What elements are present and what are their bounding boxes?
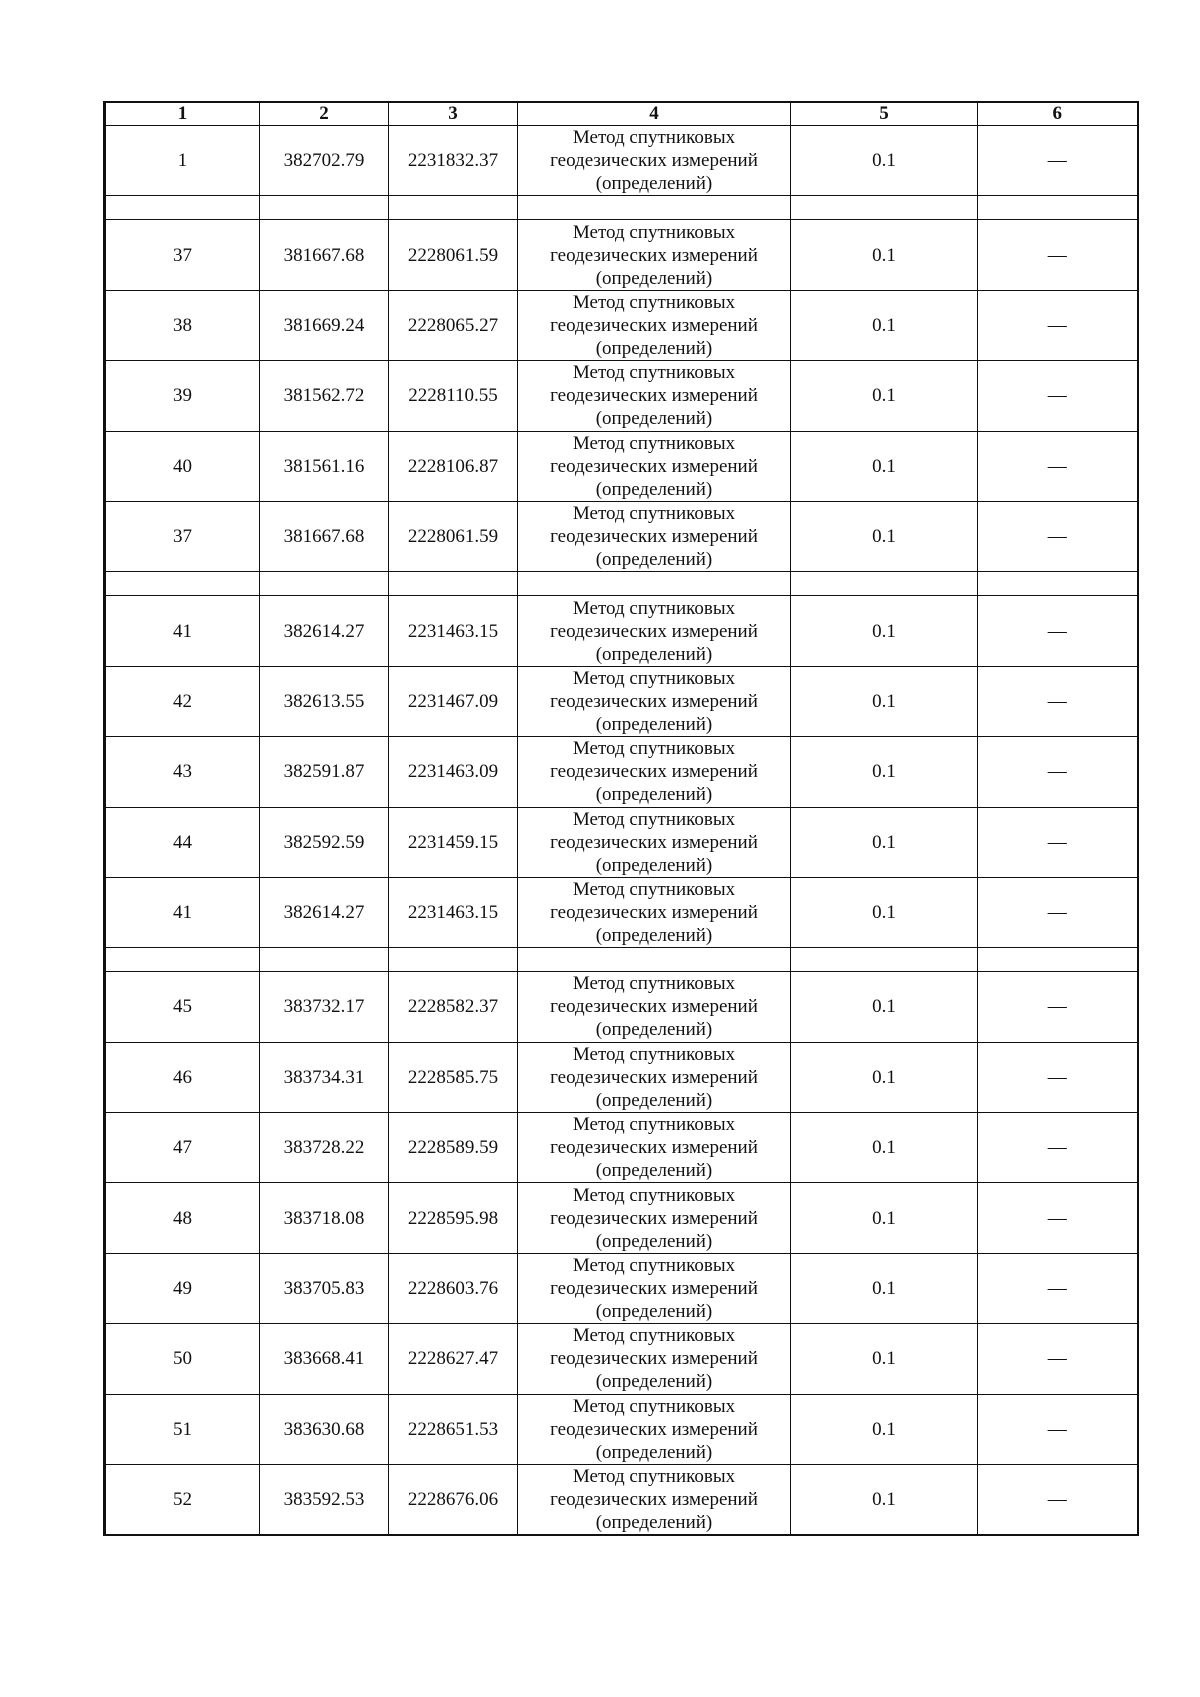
accuracy-cell: 0.1 — [791, 1324, 978, 1394]
method-cell — [518, 1465, 791, 1536]
point-number-cell: 37 — [105, 220, 260, 290]
method-text: Метод спутниковых геодезических измерений (определений) — [550, 432, 758, 500]
x-coordinate-cell: 383705.83 — [260, 1253, 389, 1323]
formula-cell: — — [978, 126, 1138, 196]
accuracy-cell: 0.1 — [791, 220, 978, 290]
formula-cell: — — [978, 1324, 1138, 1394]
x-coordinate-cell: 381669.24 — [260, 290, 389, 360]
x-coordinate-cell: 383732.17 — [260, 972, 389, 1042]
formula-cell: — — [978, 431, 1138, 501]
formula-cell: — — [978, 807, 1138, 877]
accuracy-cell: 0.1 — [791, 1465, 978, 1536]
x-coordinate-cell: 381667.68 — [260, 501, 389, 571]
point-number-cell: 37 — [105, 501, 260, 571]
formula-cell: — — [978, 1042, 1138, 1112]
table-row — [105, 1324, 1138, 1394]
method-cell — [518, 596, 791, 666]
method-cell — [518, 290, 791, 360]
x-coordinate-cell: 381562.72 — [260, 361, 389, 431]
method-text: Метод спутниковых геодезических измерений (определений) — [550, 291, 758, 359]
point-number-cell: 46 — [105, 1042, 260, 1112]
formula-cell: — — [978, 737, 1138, 807]
table-row — [105, 807, 1138, 877]
method-cell — [518, 1042, 791, 1112]
method-text: Метод спутниковых геодезических измерений (определений) — [550, 808, 758, 876]
empty-cell — [978, 572, 1138, 596]
accuracy-cell: 0.1 — [791, 737, 978, 807]
table-row — [105, 1113, 1138, 1183]
table-body — [105, 126, 1138, 1536]
empty-cell — [105, 196, 260, 220]
empty-cell — [389, 196, 518, 220]
y-coordinate-cell: 2228106.87 — [389, 431, 518, 501]
point-number-cell: 42 — [105, 666, 260, 736]
column-header-4: 4 — [518, 102, 791, 126]
y-coordinate-cell: 2231467.09 — [389, 666, 518, 736]
accuracy-cell: 0.1 — [791, 666, 978, 736]
formula-cell: — — [978, 1183, 1138, 1253]
empty-cell — [260, 948, 389, 972]
table-row — [105, 1253, 1138, 1323]
y-coordinate-cell: 2231463.09 — [389, 737, 518, 807]
column-header-1: 1 — [105, 102, 260, 126]
table-row — [105, 877, 1138, 947]
table-row — [105, 596, 1138, 666]
table-row — [105, 1183, 1138, 1253]
accuracy-cell: 0.1 — [791, 361, 978, 431]
y-coordinate-cell: 2228589.59 — [389, 1113, 518, 1183]
point-number-cell: 43 — [105, 737, 260, 807]
method-text: Метод спутниковых геодезических измерений (определений) — [550, 1395, 758, 1463]
column-header-3: 3 — [389, 102, 518, 126]
x-coordinate-cell: 383734.31 — [260, 1042, 389, 1112]
method-text: Метод спутниковых геодезических измерений (определений) — [550, 1114, 758, 1182]
separator-row — [105, 948, 1138, 972]
formula-cell: — — [978, 1394, 1138, 1464]
table-row — [105, 1394, 1138, 1464]
accuracy-cell: 0.1 — [791, 1113, 978, 1183]
point-number-cell: 51 — [105, 1394, 260, 1464]
method-cell — [518, 666, 791, 736]
empty-cell — [791, 572, 978, 596]
method-cell — [518, 737, 791, 807]
formula-cell: — — [978, 1465, 1138, 1536]
formula-cell: — — [978, 596, 1138, 666]
method-text: Метод спутниковых геодезических измерений (определений) — [550, 1043, 758, 1111]
y-coordinate-cell: 2231463.15 — [389, 596, 518, 666]
accuracy-cell: 0.1 — [791, 290, 978, 360]
formula-cell: — — [978, 666, 1138, 736]
method-text: Метод спутниковых геодезических измерений (определений) — [550, 738, 758, 806]
empty-cell — [518, 196, 791, 220]
x-coordinate-cell: 381667.68 — [260, 220, 389, 290]
column-header-6: 6 — [978, 102, 1138, 126]
empty-cell — [791, 196, 978, 220]
method-cell — [518, 501, 791, 571]
y-coordinate-cell: 2228595.98 — [389, 1183, 518, 1253]
method-text: Метод спутниковых геодезических измерений (определений) — [550, 879, 758, 947]
x-coordinate-cell: 383592.53 — [260, 1465, 389, 1536]
point-number-cell: 39 — [105, 361, 260, 431]
point-number-cell: 44 — [105, 807, 260, 877]
point-number-cell: 47 — [105, 1113, 260, 1183]
x-coordinate-cell: 382702.79 — [260, 126, 389, 196]
point-number-cell: 1 — [105, 126, 260, 196]
point-number-cell: 41 — [105, 877, 260, 947]
header-row — [105, 102, 1138, 126]
empty-cell — [518, 948, 791, 972]
formula-cell: — — [978, 1253, 1138, 1323]
y-coordinate-cell: 2231459.15 — [389, 807, 518, 877]
method-text: Метод спутниковых геодезических измерений (определений) — [550, 1184, 758, 1252]
empty-cell — [105, 948, 260, 972]
formula-cell: — — [978, 972, 1138, 1042]
method-cell — [518, 1394, 791, 1464]
formula-cell: — — [978, 877, 1138, 947]
point-number-cell: 45 — [105, 972, 260, 1042]
method-text: Метод спутниковых геодезических измерений (определений) — [550, 973, 758, 1041]
accuracy-cell: 0.1 — [791, 501, 978, 571]
formula-cell: — — [978, 361, 1138, 431]
method-cell — [518, 1183, 791, 1253]
accuracy-cell: 0.1 — [791, 1183, 978, 1253]
separator-row — [105, 572, 1138, 596]
method-text: Метод спутниковых геодезических измерений (определений) — [550, 503, 758, 571]
table-header — [105, 102, 1138, 126]
point-number-cell: 50 — [105, 1324, 260, 1394]
y-coordinate-cell: 2228651.53 — [389, 1394, 518, 1464]
accuracy-cell: 0.1 — [791, 1253, 978, 1323]
y-coordinate-cell: 2231832.37 — [389, 126, 518, 196]
separator-row — [105, 196, 1138, 220]
method-cell — [518, 1324, 791, 1394]
accuracy-cell: 0.1 — [791, 807, 978, 877]
empty-cell — [791, 948, 978, 972]
accuracy-cell: 0.1 — [791, 972, 978, 1042]
x-coordinate-cell: 383668.41 — [260, 1324, 389, 1394]
accuracy-cell: 0.1 — [791, 431, 978, 501]
x-coordinate-cell: 382591.87 — [260, 737, 389, 807]
point-number-cell: 41 — [105, 596, 260, 666]
column-header-5: 5 — [791, 102, 978, 126]
method-text: Метод спутниковых геодезических измерений (определений) — [550, 667, 758, 735]
method-text: Метод спутниковых геодезических измерений (определений) — [550, 1255, 758, 1323]
table-row — [105, 972, 1138, 1042]
x-coordinate-cell: 383728.22 — [260, 1113, 389, 1183]
point-number-cell: 48 — [105, 1183, 260, 1253]
x-coordinate-cell: 382614.27 — [260, 877, 389, 947]
y-coordinate-cell: 2228061.59 — [389, 220, 518, 290]
method-cell — [518, 220, 791, 290]
x-coordinate-cell: 381561.16 — [260, 431, 389, 501]
point-number-cell: 52 — [105, 1465, 260, 1536]
method-cell — [518, 877, 791, 947]
y-coordinate-cell: 2228110.55 — [389, 361, 518, 431]
x-coordinate-cell: 382614.27 — [260, 596, 389, 666]
x-coordinate-cell: 382592.59 — [260, 807, 389, 877]
method-cell — [518, 807, 791, 877]
table-row — [105, 1042, 1138, 1112]
table-row — [105, 1465, 1138, 1536]
empty-cell — [260, 196, 389, 220]
empty-cell — [978, 196, 1138, 220]
table-row — [105, 501, 1138, 571]
method-text: Метод спутниковых геодезических измерений (определений) — [550, 127, 758, 195]
y-coordinate-cell: 2228582.37 — [389, 972, 518, 1042]
formula-cell: — — [978, 1113, 1138, 1183]
column-header-2: 2 — [260, 102, 389, 126]
method-cell — [518, 1113, 791, 1183]
table-row — [105, 126, 1138, 196]
point-number-cell: 40 — [105, 431, 260, 501]
method-text: Метод спутниковых геодезических измерений (определений) — [550, 362, 758, 430]
method-cell — [518, 431, 791, 501]
empty-cell — [389, 572, 518, 596]
coordinates-table — [103, 101, 1139, 1536]
method-cell — [518, 126, 791, 196]
empty-cell — [518, 572, 791, 596]
accuracy-cell: 0.1 — [791, 126, 978, 196]
y-coordinate-cell: 2228065.27 — [389, 290, 518, 360]
formula-cell: — — [978, 501, 1138, 571]
method-text: Метод спутниковых геодезических измерений (определений) — [550, 1466, 758, 1534]
x-coordinate-cell: 383718.08 — [260, 1183, 389, 1253]
y-coordinate-cell: 2231463.15 — [389, 877, 518, 947]
table-row — [105, 737, 1138, 807]
y-coordinate-cell: 2228627.47 — [389, 1324, 518, 1394]
method-cell — [518, 1253, 791, 1323]
point-number-cell: 38 — [105, 290, 260, 360]
accuracy-cell: 0.1 — [791, 877, 978, 947]
point-number-cell: 49 — [105, 1253, 260, 1323]
table-row — [105, 220, 1138, 290]
y-coordinate-cell: 2228585.75 — [389, 1042, 518, 1112]
x-coordinate-cell: 383630.68 — [260, 1394, 389, 1464]
table-row — [105, 666, 1138, 736]
method-text: Метод спутниковых геодезических измерений (определений) — [550, 221, 758, 289]
y-coordinate-cell: 2228676.06 — [389, 1465, 518, 1536]
method-text: Метод спутниковых геодезических измерений (определений) — [550, 597, 758, 665]
y-coordinate-cell: 2228061.59 — [389, 501, 518, 571]
formula-cell: — — [978, 290, 1138, 360]
accuracy-cell: 0.1 — [791, 596, 978, 666]
method-cell — [518, 361, 791, 431]
empty-cell — [978, 948, 1138, 972]
formula-cell: — — [978, 220, 1138, 290]
x-coordinate-cell: 382613.55 — [260, 666, 389, 736]
accuracy-cell: 0.1 — [791, 1042, 978, 1112]
table-row — [105, 361, 1138, 431]
method-cell — [518, 972, 791, 1042]
table-row — [105, 290, 1138, 360]
empty-cell — [105, 572, 260, 596]
method-text: Метод спутниковых геодезических измерений (определений) — [550, 1325, 758, 1393]
accuracy-cell: 0.1 — [791, 1394, 978, 1464]
table-row — [105, 431, 1138, 501]
empty-cell — [389, 948, 518, 972]
y-coordinate-cell: 2228603.76 — [389, 1253, 518, 1323]
empty-cell — [260, 572, 389, 596]
